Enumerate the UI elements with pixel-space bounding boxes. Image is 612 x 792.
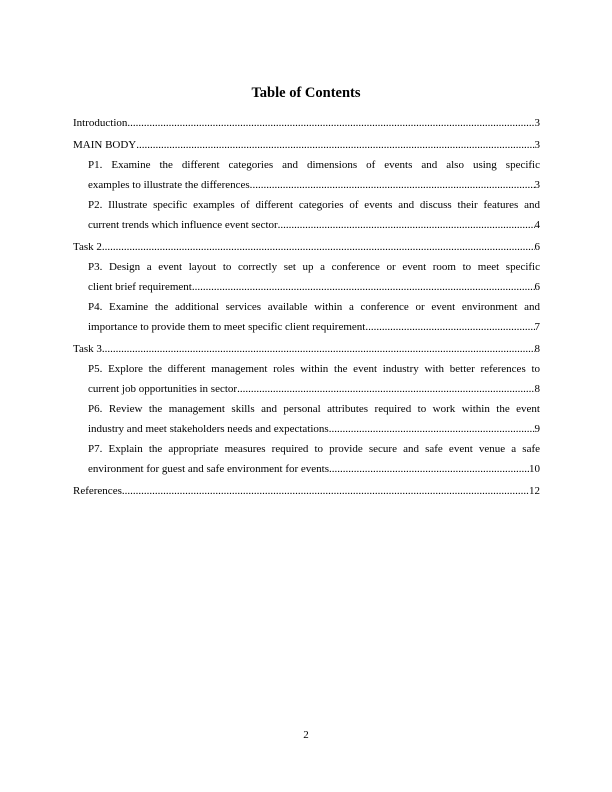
toc-leader-dots (102, 339, 535, 359)
toc-entry-first-line: P7. Explain the appropriate measures required to provide secure and safe event venue a safe (88, 443, 540, 455)
toc-page-number: 6 (534, 281, 540, 293)
toc-entry-first-line: P6. Review the management skills and personal attributes required to work within the event (88, 403, 540, 415)
toc-leader-dots (332, 459, 529, 479)
toc-leader-dots (329, 419, 535, 439)
toc-entry[interactable] (73, 479, 540, 501)
toc-leader-dots (252, 175, 534, 195)
toc-page-number: 3 (534, 117, 540, 129)
toc-entry-text: examples to illustrate the differences. (88, 179, 253, 191)
toc-page-number: 9 (534, 423, 540, 435)
toc-entry-line (73, 133, 540, 155)
toc-entry-line (73, 337, 540, 359)
toc-page-number: 3 (534, 139, 540, 151)
toc-entry-first-line: P2. Illustrate specific examples of different categories of events and discuss their features and (88, 199, 540, 211)
toc-subentry[interactable] (73, 297, 540, 337)
toc-entry-line (73, 479, 540, 501)
toc-subentry[interactable] (73, 439, 540, 479)
toc-leader-dots (127, 113, 534, 133)
toc-subentry[interactable] (73, 359, 540, 399)
toc-page-number: 3 (534, 179, 540, 191)
toc-page-number: 8 (534, 343, 540, 355)
toc-leader-dots (368, 317, 534, 337)
toc-entry-text: importance to provide them to meet specific client requirement. (88, 321, 369, 333)
toc-entry-text: MAIN BODY (73, 139, 137, 151)
toc-entry-line (73, 111, 540, 133)
toc-entry-text: Task 2 (73, 241, 102, 253)
toc-entry-text: References (73, 485, 122, 497)
toc-entry-text: current job opportunities in sector (88, 383, 238, 395)
toc-page-number: 10 (529, 463, 540, 475)
toc-entry-line (88, 379, 540, 399)
toc-leader-dots (102, 237, 535, 257)
toc-entry-first-line: P5. Explore the different management roles within the event industry with better references to (88, 363, 540, 375)
toc-entry-text: current trends which influence event sector (88, 219, 278, 231)
toc-entry-line (73, 235, 540, 257)
toc-entry-first-line: P1. Examine the different categories and dimensions of events and also using specific (88, 159, 540, 171)
toc-page-number: 6 (534, 241, 540, 253)
toc-entry[interactable] (73, 133, 540, 155)
toc-subentry[interactable] (73, 195, 540, 235)
toc-entry-line (88, 317, 540, 337)
toc-page-number: 7 (534, 321, 540, 333)
toc-entry-line (88, 419, 540, 439)
toc-entry-text: Introduction (73, 117, 128, 129)
toc-page-number: 8 (534, 383, 540, 395)
toc-entry-text: industry and meet stakeholders needs and expectations (88, 423, 329, 435)
page-number-footer: 2 (303, 729, 309, 741)
toc-entry[interactable] (73, 337, 540, 359)
toc-entry-text: Task 3 (73, 343, 102, 355)
toc-subentry[interactable] (73, 257, 540, 297)
toc-leader-dots (136, 135, 534, 155)
toc-entry[interactable] (73, 111, 540, 133)
toc-page-number: 12 (529, 485, 540, 497)
toc-leader-dots (122, 481, 529, 501)
toc-entry[interactable] (73, 235, 540, 257)
toc-entry-line (88, 277, 540, 297)
toc-entry-line (88, 459, 540, 479)
toc-title: Table of Contents (251, 85, 361, 101)
toc-subentry[interactable] (73, 399, 540, 439)
toc-entry-line (88, 175, 540, 195)
toc-entry-text: environment for guest and safe environment for events. (88, 463, 332, 475)
toc-leader-dots (237, 379, 534, 399)
toc-subentry[interactable] (73, 155, 540, 195)
toc-entry-first-line: P3. Design a event layout to correctly set up a conference or event room to meet specific (88, 261, 540, 273)
toc-leader-dots (278, 215, 535, 235)
toc-leader-dots (195, 277, 535, 297)
table-of-contents (73, 111, 540, 501)
toc-page-number: 4 (534, 219, 540, 231)
toc-entry-first-line: P4. Examine the additional services available within a conference or event environment and (88, 301, 540, 313)
toc-entry-line (88, 215, 540, 235)
toc-entry-text: client brief requirement. (88, 281, 195, 293)
